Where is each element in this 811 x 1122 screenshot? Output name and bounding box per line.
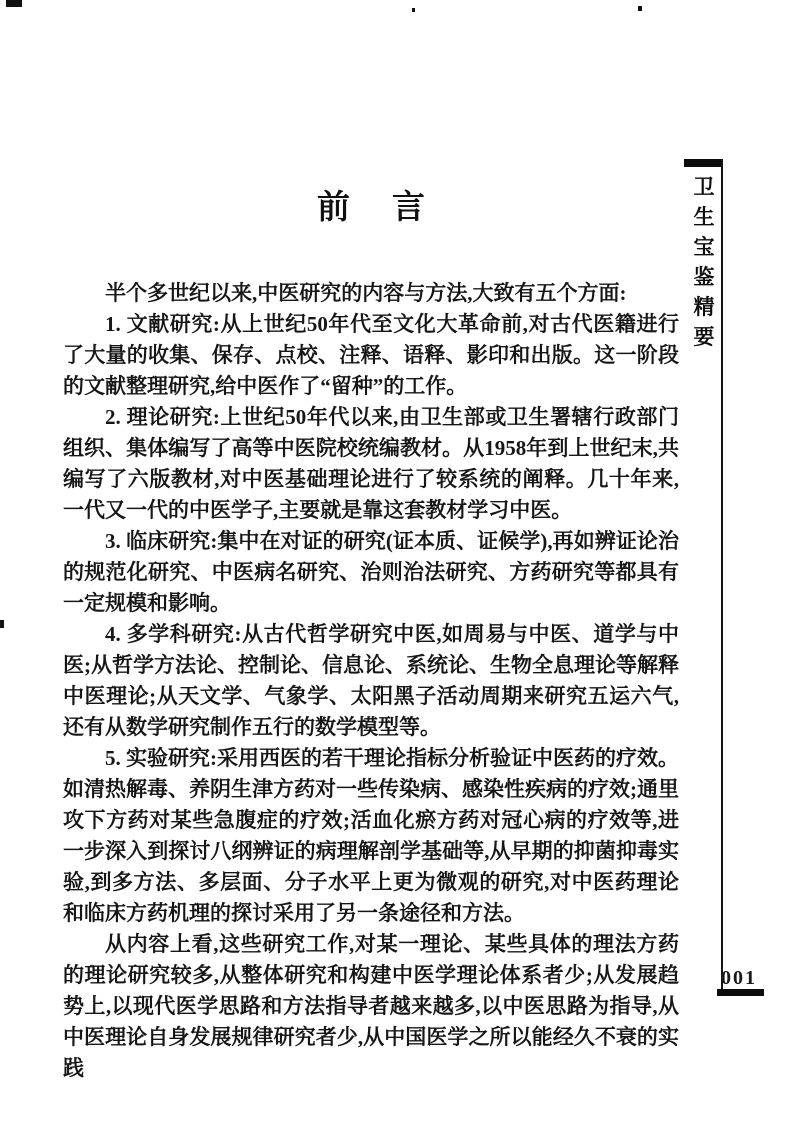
paragraph-item-5: 5. 实验研究:采用西医的若干理论指标分析验证中医药的疗效。如清热解毒、养阴生津方药对一些传染病、感染性疾病的疗效;通里攻下方药对某些急腹症的疗效;活血化瘀方药对冠心病的疗效等,进一步深入到探讨八纲辨证的病理解剖学基础等,从早期的抑菌抑毒实验,到多方法、多层面、分子水平上更为微观的研究,对中医药理论和临床方药机理的探讨采用了另一条途径和方法。 — [63, 746, 679, 925]
book-title-char: 宝 — [693, 235, 715, 259]
paragraph-item-3: 3. 临床研究:集中在对证的研究(证本质、证候学),再如辨证论治的规范化研究、中医病名研究、治则治法研究、方药研究等都具有一定规模和影响。 — [63, 529, 679, 615]
book-title-char: 精 — [693, 295, 715, 319]
page-title — [63, 181, 679, 228]
book-title-vertical — [690, 172, 718, 352]
scan-artifact-left-edge — [0, 620, 4, 628]
book-title-char: 生 — [693, 205, 715, 229]
book-title-char: 鉴 — [693, 265, 715, 289]
page-number: 001 — [721, 967, 757, 989]
page-number-rule — [717, 989, 764, 996]
scan-artifact-top-mid — [412, 8, 415, 12]
paragraph-item-4: 4. 多学科研究:从古代哲学研究中医,如周易与中医、道学与中医;从哲学方法论、控制论、信息论、系统论、生物全息理论等解释中医理论;从天文学、气象学、太阳黑子活动周期来研究五运六气,还有从数学研究制作五行的数学模型等。 — [63, 622, 679, 739]
title-char: 言 — [392, 190, 425, 226]
scan-artifact-top-right — [638, 6, 642, 11]
scan-artifact-top-left — [6, 0, 22, 7]
paragraph-intro: 半个多世纪以来,中医研究的内容与方法,大致有五个方面: — [105, 281, 627, 305]
paragraph-item-2: 2. 理论研究:上世纪50年代以来,由卫生部或卫生署辖行政部门组织、集体编写了高等中医院校统编教材。从1958年到上世纪末,共编写了六版教材,对中医基础理论进行了较系统的阐释。几十年来,一代又一代的中医学子,主要就是靠这套教材学习中医。 — [63, 405, 679, 522]
sidebar-top-rule — [684, 159, 723, 167]
paragraph-conclusion: 从内容上看,这些研究工作,对某一理论、某些具体的理法方药的理论研究较多,从整体研究和构建中医学理论体系者少;从发展趋势上,以现代医学思路和方法指导者越来越多,以中医思路为指导,从中医理论自身发展规律研究者少,从中国医学之所以能经久不衰的实践 — [63, 932, 679, 1080]
title-char: 前 — [317, 190, 350, 226]
paragraph-item-1: 1. 文献研究:从上世纪50年代至文化大革命前,对古代医籍进行了大量的收集、保存、点校、注释、语释、影印和出版。这一阶段的文献整理研究,给中医作了“留种”的工作。 — [63, 312, 679, 398]
preface-body — [63, 278, 679, 1084]
book-title-char: 要 — [693, 325, 715, 349]
book-title-char: 卫 — [693, 175, 715, 199]
sidebar-vertical-rule — [721, 159, 723, 989]
